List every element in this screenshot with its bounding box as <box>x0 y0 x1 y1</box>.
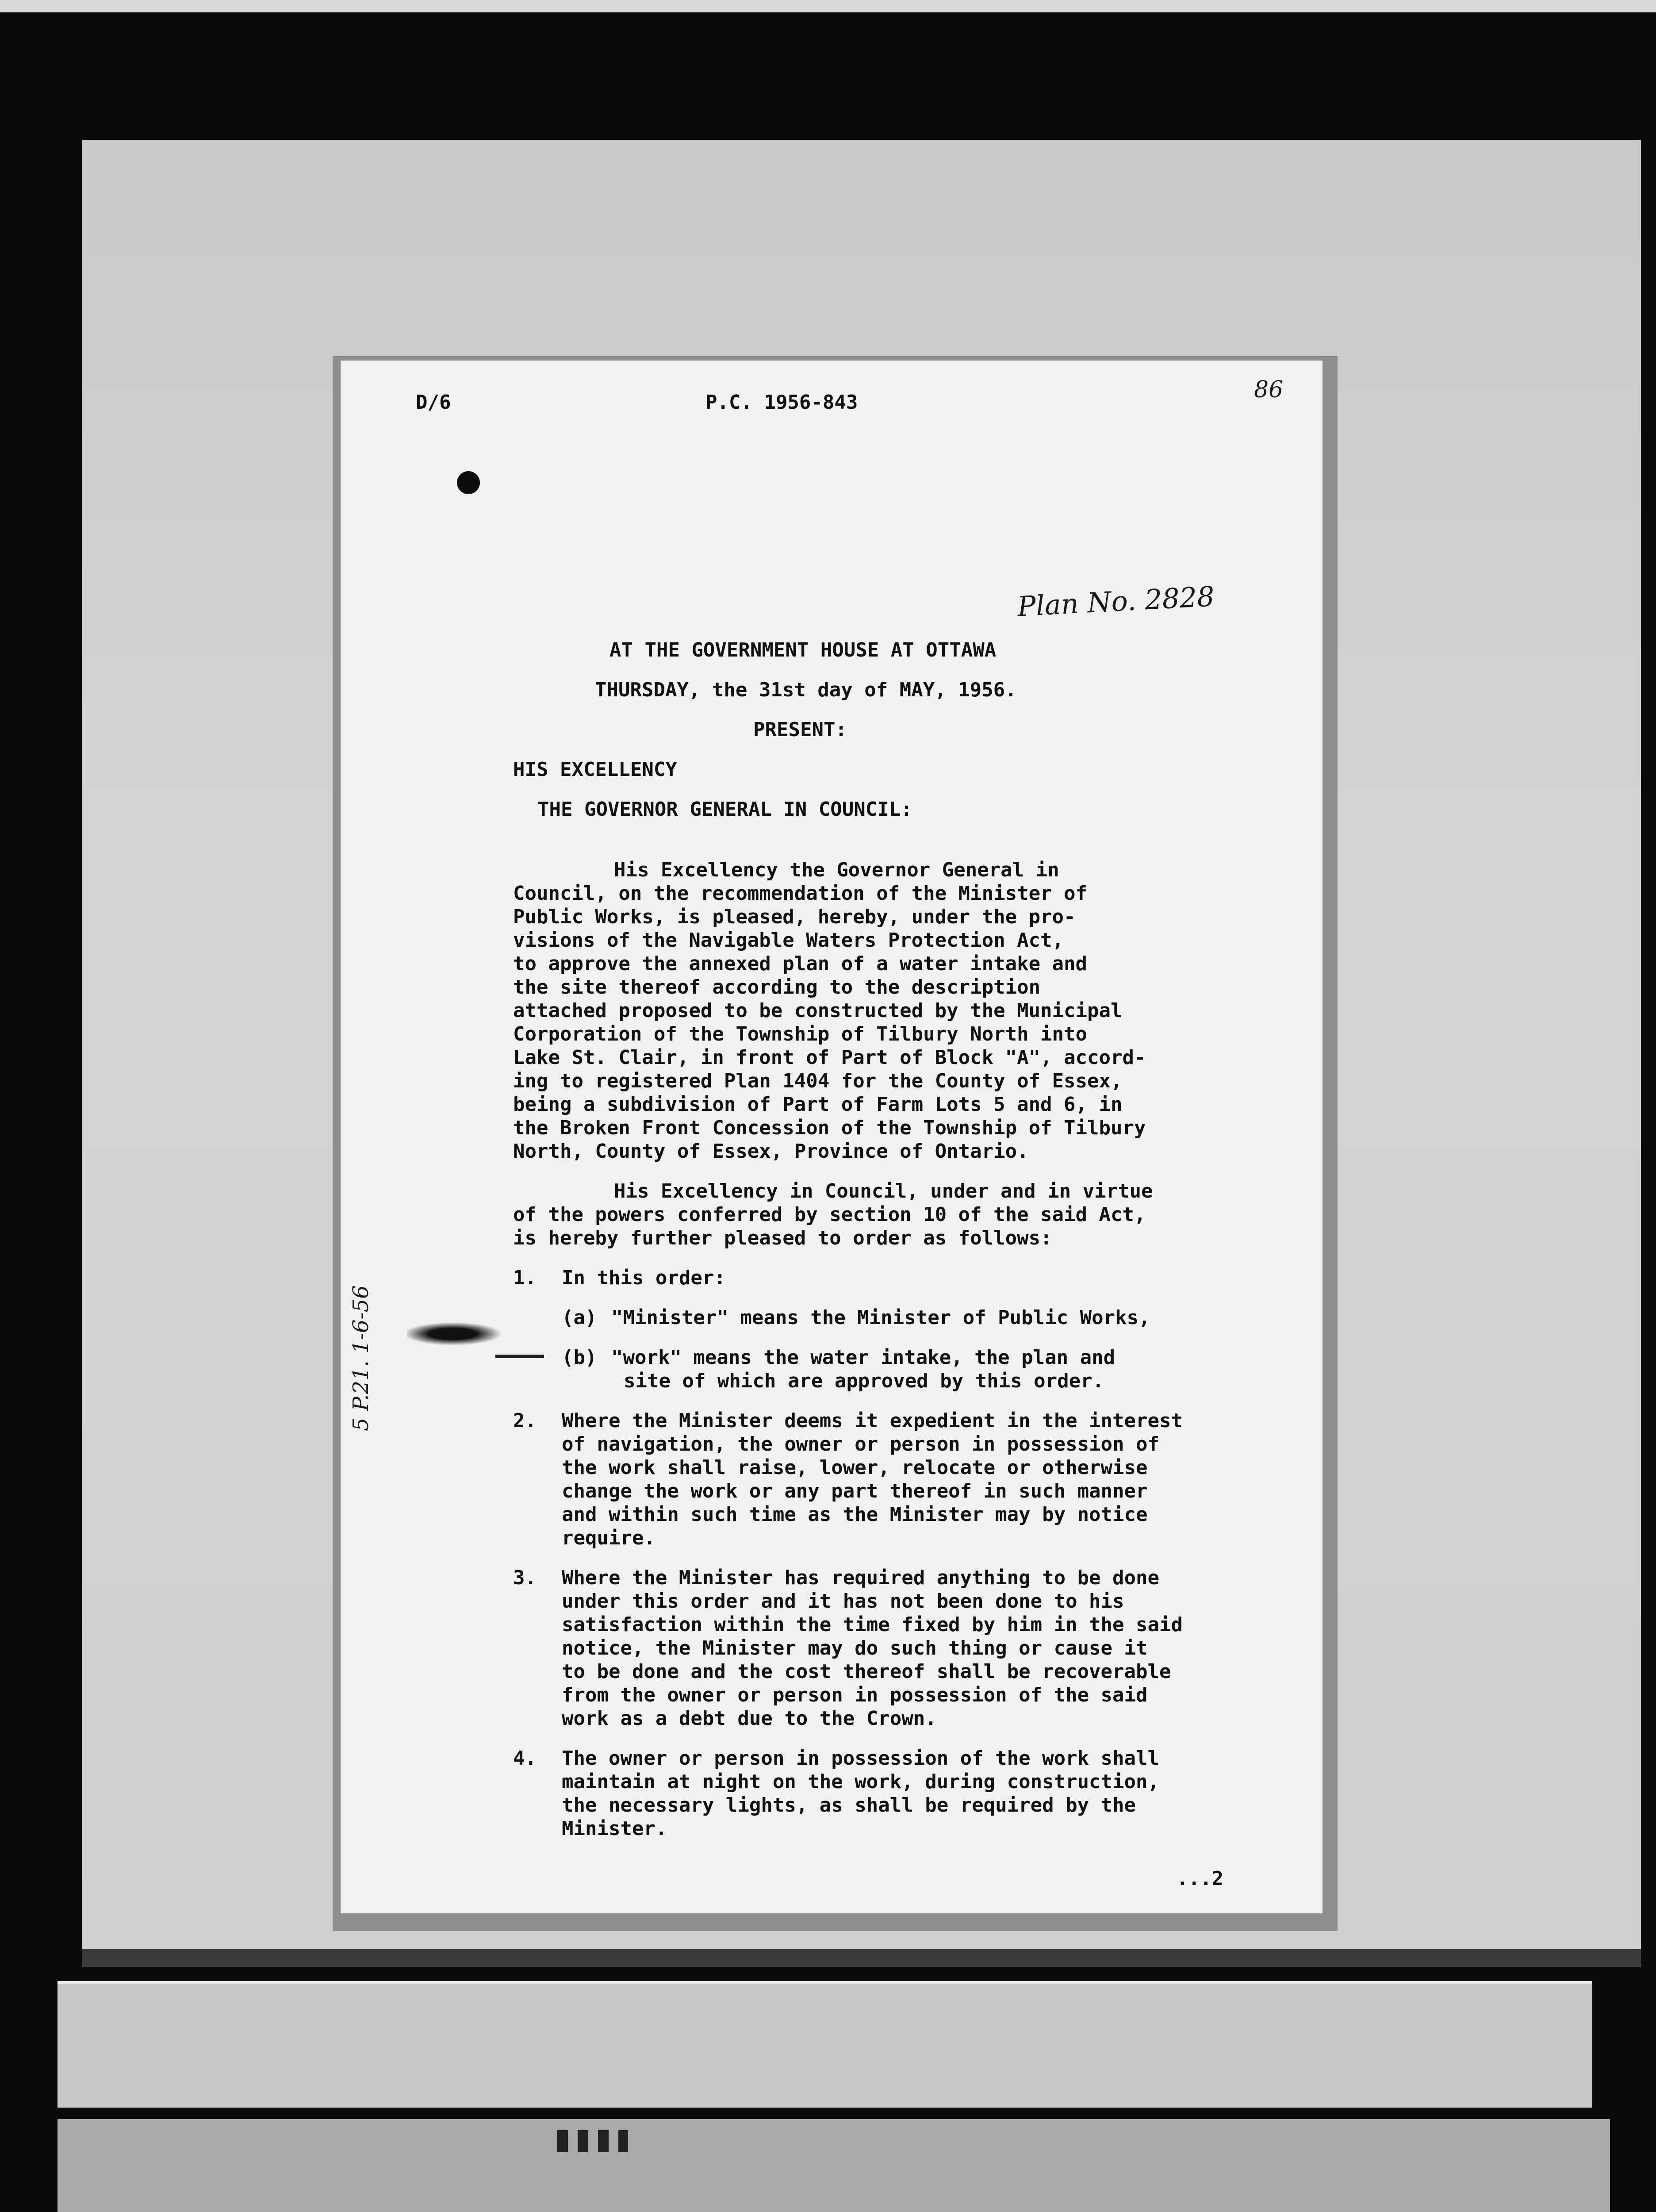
clause-line: satisfaction within the time fixed by him in the said <box>562 1613 1183 1636</box>
clause-line: from the owner or person in possession of the said <box>562 1684 1148 1706</box>
plan-number-handwritten: Plan No. 2828 <box>1016 580 1215 623</box>
paragraph-line: attached proposed to be constructed by the Municipal <box>513 999 1123 1022</box>
clause-number: 3. <box>513 1567 537 1589</box>
paragraph-line: Council, on the recommendation of the Minister of <box>513 882 1088 905</box>
clause-line: require. <box>562 1527 656 1549</box>
attendance-line-1: HIS EXCELLENCY <box>513 758 677 781</box>
clause-number: 2. <box>513 1409 537 1432</box>
clause-line: The owner or person in possession of the work shall <box>562 1747 1160 1770</box>
paragraph-line: the Broken Front Concession of the Township of Tilbury <box>513 1117 1146 1139</box>
paragraph-line: is hereby further pleased to order as follows: <box>513 1227 1052 1249</box>
clause-text: In this order: <box>562 1267 726 1289</box>
lower-frame-band-second <box>58 2119 1610 2212</box>
clause-line: notice, the Minister may do such thing or cause it <box>562 1637 1148 1659</box>
clause-line: and within such time as the Minister may by notice <box>562 1503 1148 1526</box>
lower-frame-band <box>58 1981 1592 2108</box>
mount-bottom-edge <box>82 1949 1641 1967</box>
order-number: P.C. 1956-843 <box>705 391 858 414</box>
subclause-line: "work" means the water intake, the plan and <box>611 1346 1116 1369</box>
clause-number: 4. <box>513 1747 537 1770</box>
subclause-label: (b) <box>562 1346 597 1369</box>
paragraph-line: Corporation of the Township of Tilbury North into <box>513 1023 1088 1045</box>
subclause-line: site of which are approved by this order. <box>624 1370 1104 1392</box>
paragraph-line: Public Works, is pleased, hereby, under the pro- <box>513 906 1076 928</box>
clause-line: under this order and it has not been done to his <box>562 1590 1124 1613</box>
subclause-line: "Minister" means the Minister of Public Works, <box>611 1306 1150 1329</box>
clause-line: work as a debt due to the Crown. <box>562 1707 937 1730</box>
file-code: D/6 <box>416 391 451 414</box>
paragraph-line: Lake St. Clair, in front of Part of Block "A", accord- <box>513 1046 1146 1069</box>
paragraph-line: being a subdivision of Part of Farm Lots 5 and 6, in <box>513 1093 1123 1116</box>
clause-number: 1. <box>513 1267 537 1289</box>
clause-line: the necessary lights, as shall be required by the <box>562 1794 1136 1816</box>
document-page <box>341 361 1322 1913</box>
continuation-marker: ...2 <box>1177 1867 1223 1890</box>
ink-smudge-mark <box>407 1321 509 1347</box>
paragraph-line: to approve the annexed plan of a water intake and <box>513 952 1088 975</box>
punch-hole-mark <box>457 471 480 494</box>
clause-line: Where the Minister has required anything to be done <box>562 1567 1160 1589</box>
paragraph-line: His Excellency the Governor General in <box>614 859 1059 881</box>
heading-date: THURSDAY, the 31st day of MAY, 1956. <box>595 679 1017 701</box>
clause-line: to be done and the cost thereof shall be recoverable <box>562 1660 1171 1683</box>
heading-present: PRESENT: <box>753 718 847 741</box>
clause-line: change the work or any part thereof in such manner <box>562 1480 1148 1502</box>
clause-line: Where the Minister deems it expedient in the interest <box>562 1409 1183 1432</box>
margin-handwritten-note: 5 P.21. 1-6-56 <box>349 1285 373 1431</box>
paragraph-line: the site thereof according to the description <box>513 976 1041 998</box>
paragraph-line: visions of the Navigable Waters Protection Act, <box>513 929 1064 952</box>
attendance-line-2: THE GOVERNOR GENERAL IN COUNCIL: <box>537 798 912 821</box>
page-number-stamp: 86 <box>1254 376 1284 403</box>
film-top-strip <box>0 0 1656 12</box>
paragraph-line: North, County of Essex, Province of Ontario. <box>513 1140 1029 1163</box>
heading-location: AT THE GOVERNMENT HOUSE AT OTTAWA <box>610 639 997 661</box>
clause-line: of navigation, the owner or person in possession of <box>562 1433 1160 1455</box>
paragraph-line: of the powers conferred by section 10 of the said Act, <box>513 1203 1146 1226</box>
paragraph-line: ing to registered Plan 1404 for the County of Essex, <box>513 1070 1123 1092</box>
ink-smudge-stroke <box>495 1355 544 1358</box>
clause-line: the work shall raise, lower, relocate or otherwise <box>562 1456 1148 1479</box>
clause-line: Minister. <box>562 1817 667 1840</box>
paragraph-line: His Excellency in Council, under and in virtue <box>614 1180 1153 1202</box>
frame-marks <box>557 2130 628 2152</box>
clause-line: maintain at night on the work, during construction, <box>562 1770 1160 1793</box>
subclause-label: (a) <box>562 1306 597 1329</box>
